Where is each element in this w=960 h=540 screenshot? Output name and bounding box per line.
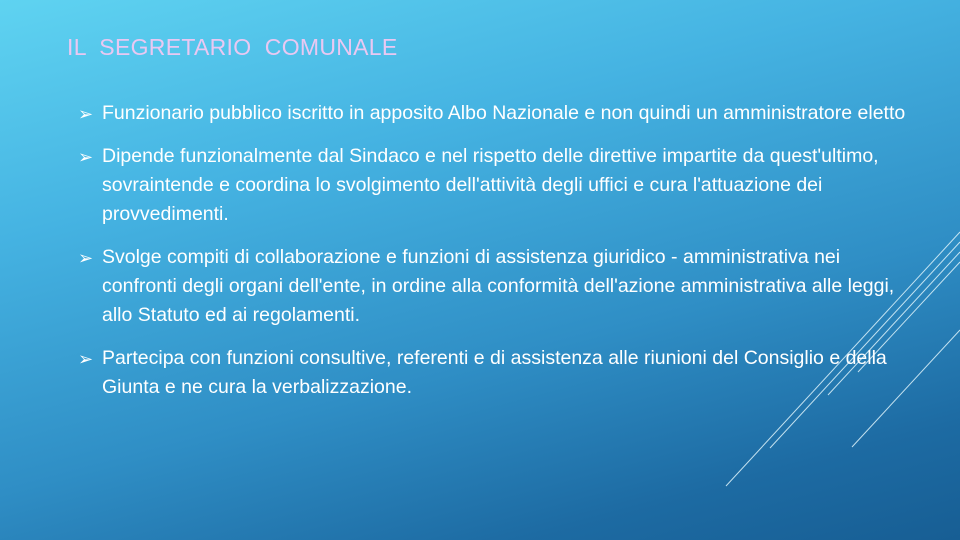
bullet-item bbox=[76, 344, 906, 402]
bullet-item bbox=[76, 99, 906, 128]
bullet-item bbox=[76, 243, 906, 330]
arrow-right-icon: ➢ bbox=[78, 104, 94, 124]
bullet-text: Dipende funzionalmente dal Sindaco e nel rispetto delle direttive impartite da quest'ultimo, sovraintende e coordina lo svolgimento dell'attività degli uffici e cura l'attuazione dei provvedimenti. bbox=[102, 145, 879, 225]
arrow-right-icon: ➢ bbox=[78, 248, 94, 268]
bullet-text: Svolge compiti di collaborazione e funzioni di assistenza giuridico - amministrativa nei confronti degli organi dell'ente, in ordine alla conformità dell'azione amministrativa alle leggi, allo Statuto ed ai regolamenti. bbox=[102, 246, 895, 326]
bullet-list bbox=[76, 99, 906, 416]
arrow-right-icon: ➢ bbox=[78, 349, 94, 369]
bullet-text: Partecipa con funzioni consultive, referenti e di assistenza alle riunioni del Consiglio e della Giunta e ne cura la verbalizzazione. bbox=[102, 347, 887, 398]
bullet-text: Funzionario pubblico iscritto in apposito Albo Nazionale e non quindi un amministratore eletto bbox=[102, 102, 906, 124]
bullet-item bbox=[76, 142, 906, 229]
arrow-right-icon: ➢ bbox=[78, 147, 94, 167]
slide-title: IL SEGRETARIO COMUNALE bbox=[67, 34, 398, 60]
